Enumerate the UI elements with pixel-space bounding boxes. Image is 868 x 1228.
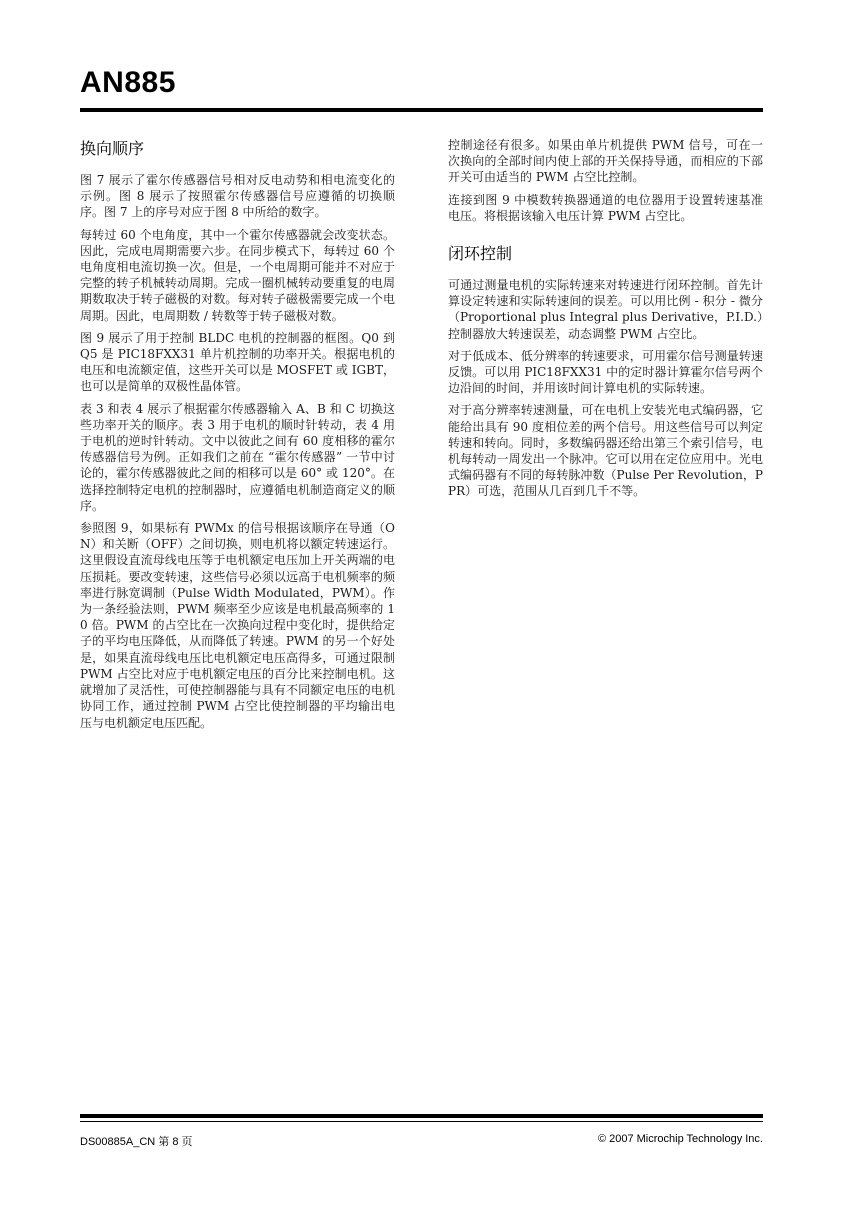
body-paragraph: 每转过 60 个电角度，其中一个霍尔传感器就会改变状态。因此，完成电周期需要六步。在同步模式下，每转过 60 个电角度相电流切换一次。但是，一个电周期可能并不对应于完整的转子机械转动周期。完成一圈机械转动要重复的电周期数取决于转子磁极的对数。每对转子磁极需要完成一个电周期。因此，电周期数 / 转数等于转子磁极对数。 xyxy=(80,227,395,323)
body-paragraph: 对于低成本、低分辨率的转速要求，可用霍尔信号测量转速反馈。可以用 PIC18FXX31 中的定时器计算霍尔信号两个边沿间的时间，并用该时间计算电机的实际转速。 xyxy=(448,348,763,396)
footer-rule-thick xyxy=(80,1114,763,1118)
body-paragraph: 参照图 9，如果标有 PWMx 的信号根据该顺序在导通（ON）和关断（OFF）之间切换，则电机将以额定转速运行。这里假设直流母线电压等于电机额定电压加上开关两端的电压损耗。要改变转速，这些信号必须以远高于电机频率的频率进行脉宽调制（Pulse Width Modulated，PWM）。作为一条经验法则，PWM 频率至少应该是电机最高频率的 10 倍。PWM 的占空比在一次换向过程中变化时，提供给定子的平均电压降低，从而降低了转速。PWM 的另一个好处是，如果直流母线电压比电机额定电压高得多，可通过限制 PWM 占空比对应于电机额定电压的百分比来控制电机。这就增加了灵活性，可使控制器能与具有不同额定电压的电机协同工作，通过控制 PWM 占空比使控制器的平均输出电压与电机额定电压匹配。 xyxy=(80,521,395,730)
footer-copyright: © 2007 Microchip Technology Inc. xyxy=(597,1133,763,1145)
body-paragraph: 对于高分辨率转速测量，可在电机上安装光电式编码器，它能给出具有 90 度相位差的两个信号。用这些信号可以判定转速和转向。同时，多数编码器还给出第三个索引信号，电机每转动一周发出一个脉冲。它可以用在定位应用中。光电式编码器有不同的每转脉冲数（Pulse Per Revolution，PPR）可选，范围从几百到几千不等。 xyxy=(448,403,763,499)
section-heading-commutation: 换向顺序 xyxy=(80,139,145,158)
body-paragraph: 连接到图 9 中模数转换器通道的电位器用于设置转速基准电压。将根据该输入电压计算 PWM 占空比。 xyxy=(448,192,763,223)
section-heading-closed-loop: 闭环控制 xyxy=(448,244,513,264)
document-title: AN885 xyxy=(80,66,176,99)
left-column xyxy=(80,137,395,737)
body-paragraph: 可通过测量电机的实际转速来对转速进行闭环控制。首先计算设定转速和实际转速间的误差。可以用比例 - 积分 - 微分（Proportional plus Integral plus Derivative，P.I.D.）控制器放大转速误差，动态调整 PWM 占空比。 xyxy=(448,278,763,341)
footer-rule-thin xyxy=(80,1121,763,1122)
right-column xyxy=(448,137,763,506)
header-rule xyxy=(80,108,763,112)
body-paragraph: 表 3 和表 4 展示了根据霍尔传感器输入 A、B 和 C 切换这些功率开关的顺序。表 3 用于电机的顺时针转动，表 4 用于电机的逆时针转动。文中以彼此之间有 60 度相移的霍尔传感器信号为例。正如我们之前在 “霍尔传感器” 一节中讨论的，霍尔传感器彼此之间的相移可以是 60° 或 120°。在选择控制特定电机的控制器时，应遵循电机制造商定义的顺序。 xyxy=(80,401,395,513)
body-paragraph: 图 7 展示了霍尔传感器信号相对反电动势和相电流变化的示例。图 8 展示了按照霍尔传感器信号应遵循的切换顺序。图 7 上的序号对应于图 8 中所给的数字。 xyxy=(80,173,395,220)
footer-page-number: DS00885A_CN 第 8 页 xyxy=(80,1136,193,1148)
body-paragraph: 图 9 展示了用于控制 BLDC 电机的控制器的框图。Q0 到 Q5 是 PIC18FXX31 单片机控制的功率开关。根据电机的电压和电流额定值，这些开关可以是 MOSFET 或 IGBT，也可以是简单的双极性晶体管。 xyxy=(80,330,395,394)
body-paragraph: 控制途径有很多。如果由单片机提供 PWM 信号，可在一次换向的全部时间内使上部的开关保持导通，而相应的下部开关可由适当的 PWM 占空比控制。 xyxy=(448,138,763,185)
